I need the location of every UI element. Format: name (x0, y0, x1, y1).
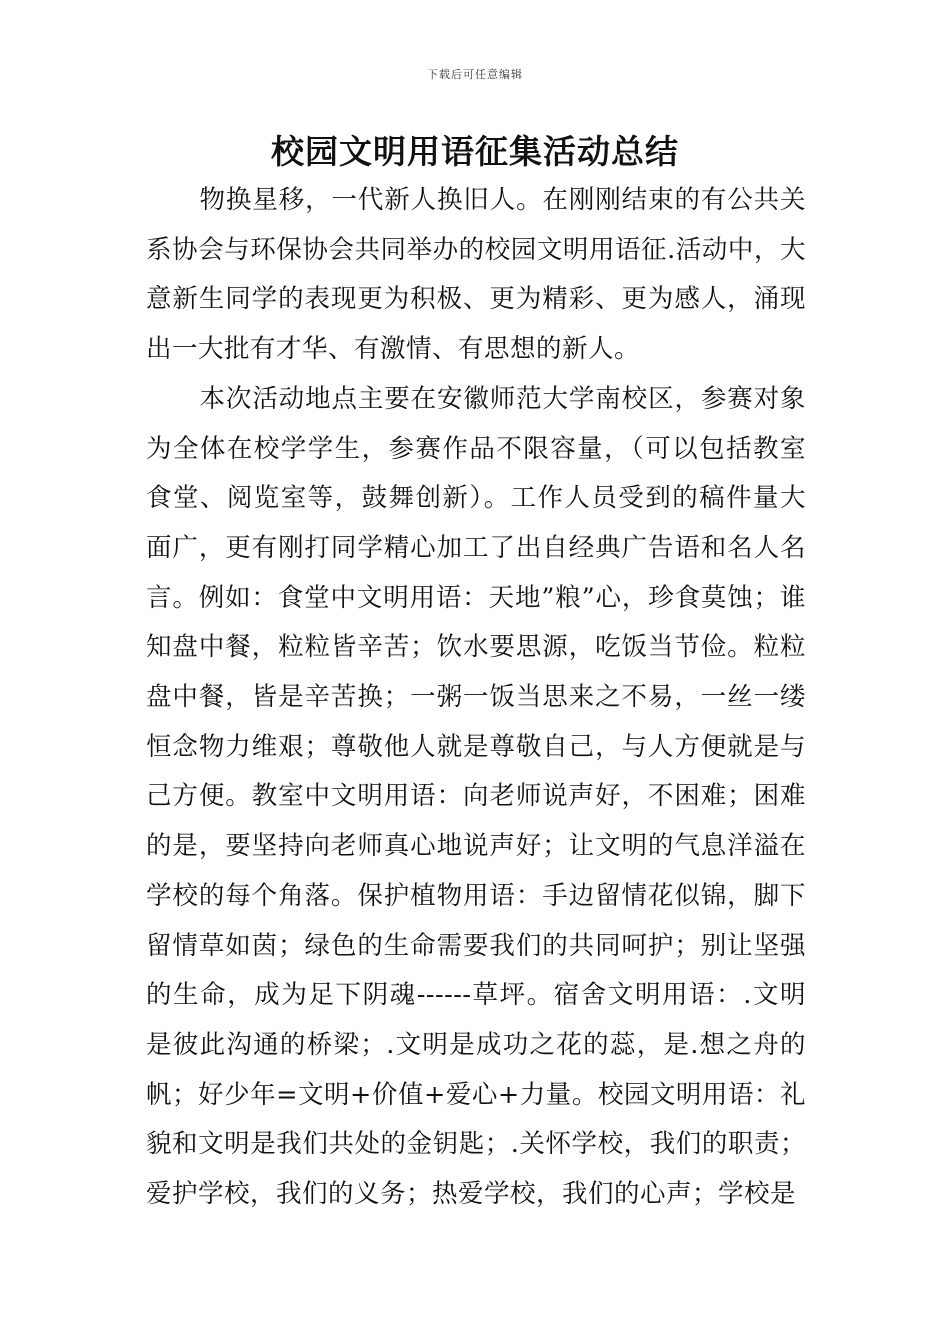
header-note: 下载后可任意编辑 (427, 68, 523, 81)
page-title: 校园文明用语征集活动总结 (271, 132, 679, 171)
paragraph-details: 本次活动地点主要在安徽师范大学南校区，参赛对象为全体在校学学生，参赛作品不限容量，（可以包括教室食堂、阅览室等，鼓舞创新）。工作人员受到的稿件量大面广，更有刚打同学精心加工了出自经典广告语和名人名言。例如：食堂中文明用语：天地”粮”心，珍食莫蚀；谁知盘中餐，粒粒皆辛苦；饮水要思源，吃饭当节俭。粒粒盘中餐，皆是辛苦换；一粥一饭当思来之不易，一丝一缕恒念物力维艰；尊敬他人就是尊敬自己，与人方便就是与己方便。教室中文明用语：向老师说声好，不困难；困难的是，要坚持向老师真心地说声好；让文明的气息洋溢在学校的每个角落。保护植物用语：手边留情花似锦，脚下留情草如茵；绿色的生命需要我们的共同呵护；别让坚强的生命，成为足下阴魂------草坪。宿舍文明用语：.文明是彼此沟通的桥梁；.文明是成功之花的蕊，是.想之舟的帆；好少年=文明+价值+爱心+力量。校园文明用语：礼貌和文明是我们共处的金钥匙；.关怀学校，我们的职责；爱护学校，我们的义务；热爱学校，我们的心声；学校是 (146, 383, 806, 1210)
paragraph-intro: 物换星移，一代新人换旧人。在刚刚结束的有公共关系协会与环保协会共同举办的校园文明用语征.活动中，大意新生同学的表现更为积极、更为精彩、更为感人，涌现出一大批有才华、有激情、有思想的新人。 (146, 185, 806, 365)
document-body (146, 176, 806, 1220)
